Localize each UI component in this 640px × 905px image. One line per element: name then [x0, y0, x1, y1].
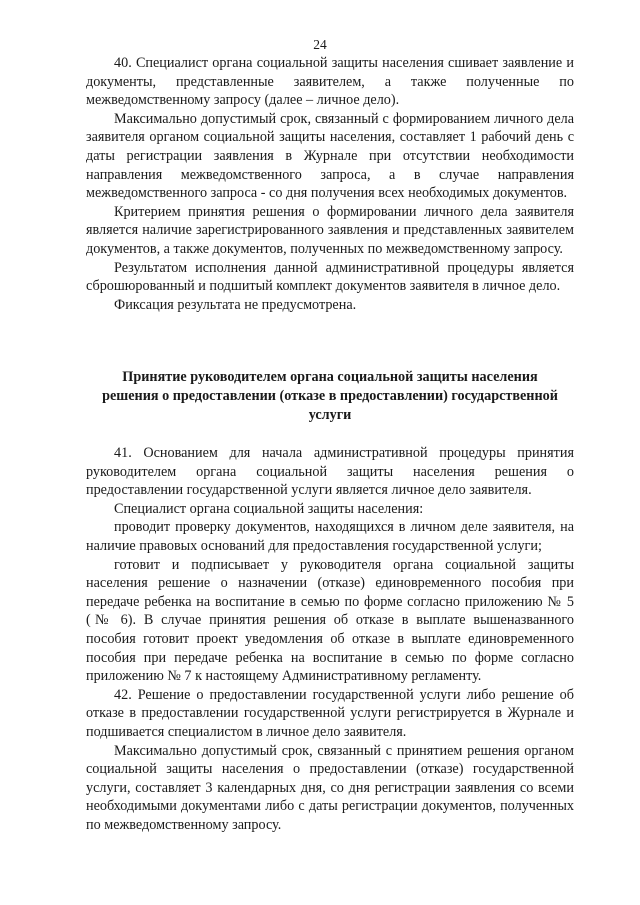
- section-heading: [86, 368, 574, 424]
- paragraph-prepare-decision: готовит и подписывает у руководителя органа социальной защиты населения решение о назначении (отказе) единовременного пособия при передаче ребенка на воспитание в семью по форме согласно приложению № 5 (№ 6). В случае принятия решения об отказе в выплате вышеназванного пособия готовит проект уведомления об отказе в выплате единовременного пособия при передаче ребенка на воспитание в семью по форме согласно приложению № 7 к настоящему Административному регламенту.: [86, 556, 574, 685]
- paragraph-41: 41. Основанием для начала административной процедуры принятия руководителем органа социальной защиты населения решения о предоставлении государственной услуги является личное дело заявителя.: [86, 445, 574, 499]
- paragraph-procedure-result: Результатом исполнения данной административной процедуры является сброшюрованный и подшитый комплект документов заявителя в личное дело.: [86, 259, 574, 295]
- section-heading-line-3: услуги: [308, 406, 352, 423]
- paragraph-40: 40. Специалист органа социальной защиты населения сшивает заявление и документы, представленные заявителем, а также полученные по межведомственному запросу (далее – личное дело).: [86, 55, 574, 109]
- paragraph-result-fixation: Фиксация результата не предусмотрена.: [114, 296, 357, 313]
- paragraph-specialist-intro: Специалист органа социальной защиты населения:: [114, 500, 424, 517]
- paragraph-max-term-personal-file: Максимально допустимый срок, связанный с формированием личного дела заявителя органом социальной защиты населения, составляет 1 рабочий день с даты регистрации заявления в Журнале при отсутствии необходимости направления межведомственного запроса, а в случае направления межведомственного запроса - со дня получения всех необходимых документов.: [86, 110, 574, 202]
- section-heading-line-1: Принятие руководителем органа социальной защиты населения: [122, 369, 538, 386]
- paragraph-42: 42. Решение о предоставлении государственной услуги либо решение об отказе в предоставлении государственной услуги регистрируется в Журнале и подшивается специалистом в личное дело заявителя.: [86, 686, 574, 740]
- paragraph-max-term-decision: Максимально допустимый срок, связанный с принятием решения органом социальной защиты населения о предоставлении (отказе) государственной услуги, составляет 3 календарных дня, со дня регистрации заявления со всеми необходимыми документами либо с даты регистрации документов, полученных по межведомственному запросу.: [86, 742, 574, 833]
- paragraph-decision-criterion: Критерием принятия решения о формировании личного дела заявителя является наличие зарегистрированного заявления и представленных заявителем документов, а также документов, полученных по межведомственному запросу.: [86, 203, 574, 257]
- document-body: [86, 54, 574, 835]
- page-number: 24: [313, 37, 327, 52]
- paragraph-document-check: проводит проверку документов, находящихся в личном деле заявителя, на наличие правовых оснований для предоставления государственной услуги;: [86, 519, 574, 555]
- section-heading-line-2: решения о предоставлении (отказе в предоставлении) государственной: [102, 387, 558, 404]
